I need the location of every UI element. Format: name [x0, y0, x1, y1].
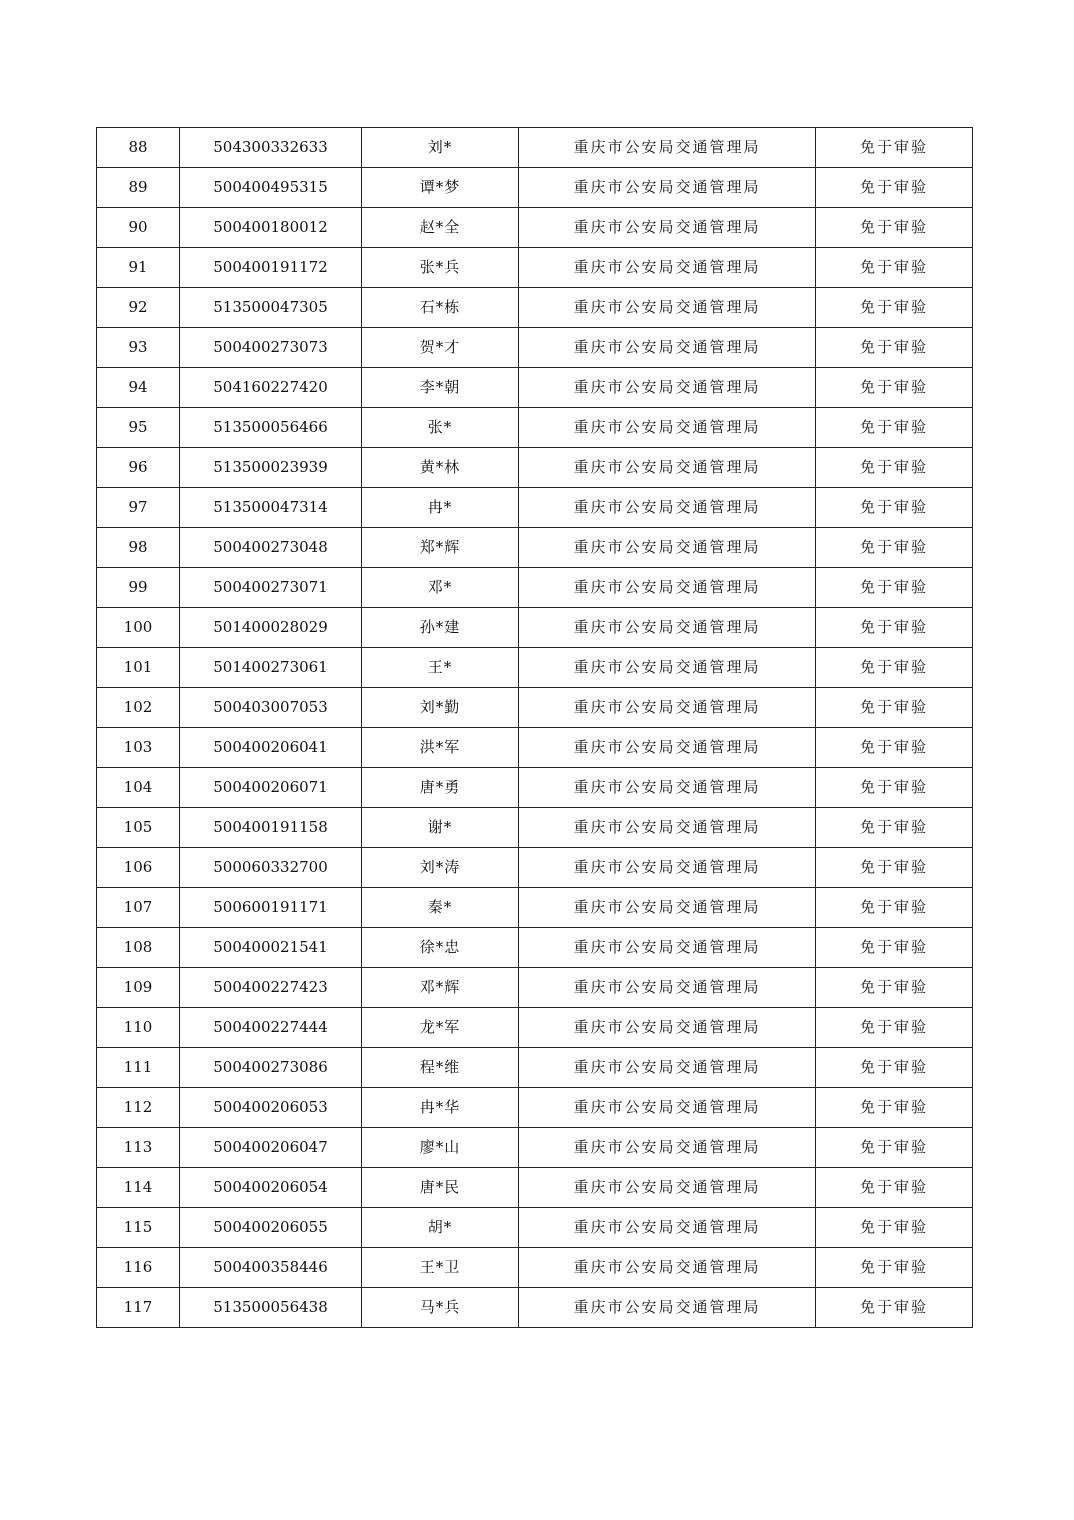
review-result-cell: 免于审验: [816, 1288, 973, 1328]
driver-name-cell: 徐*忠: [362, 928, 519, 968]
review-result-cell: 免于审验: [816, 608, 973, 648]
authority-cell: 重庆市公安局交通管理局: [519, 288, 816, 328]
table-row: [97, 128, 973, 168]
table-row: [97, 768, 973, 808]
license-number-cell: 500400206041: [180, 728, 362, 768]
review-result-cell: 免于审验: [816, 888, 973, 928]
driver-name-cell: 谭*梦: [362, 168, 519, 208]
authority-cell: 重庆市公安局交通管理局: [519, 1128, 816, 1168]
authority-cell: 重庆市公安局交通管理局: [519, 968, 816, 1008]
authority-cell: 重庆市公安局交通管理局: [519, 488, 816, 528]
license-number-cell: 513500023939: [180, 448, 362, 488]
review-result-cell: 免于审验: [816, 688, 973, 728]
driver-name-cell: 马*兵: [362, 1288, 519, 1328]
table-row: [97, 968, 973, 1008]
authority-cell: 重庆市公安局交通管理局: [519, 1208, 816, 1248]
license-number-cell: 500400227423: [180, 968, 362, 1008]
review-result-cell: 免于审验: [816, 648, 973, 688]
license-number-cell: 500400206071: [180, 768, 362, 808]
license-number-cell: 500400206055: [180, 1208, 362, 1248]
driver-name-cell: 冉*: [362, 488, 519, 528]
row-number-cell: 101: [97, 648, 180, 688]
authority-cell: 重庆市公安局交通管理局: [519, 728, 816, 768]
authority-cell: 重庆市公安局交通管理局: [519, 1168, 816, 1208]
license-number-cell: 504160227420: [180, 368, 362, 408]
review-result-cell: 免于审验: [816, 488, 973, 528]
row-number-cell: 93: [97, 328, 180, 368]
license-number-cell: 500400227444: [180, 1008, 362, 1048]
authority-cell: 重庆市公安局交通管理局: [519, 888, 816, 928]
table-row: [97, 688, 973, 728]
table-row: [97, 1088, 973, 1128]
authority-cell: 重庆市公安局交通管理局: [519, 328, 816, 368]
license-number-cell: 513500056438: [180, 1288, 362, 1328]
driver-name-cell: 刘*勤: [362, 688, 519, 728]
authority-cell: 重庆市公安局交通管理局: [519, 1008, 816, 1048]
authority-cell: 重庆市公安局交通管理局: [519, 528, 816, 568]
authority-cell: 重庆市公安局交通管理局: [519, 608, 816, 648]
table-row: [97, 1248, 973, 1288]
review-result-cell: 免于审验: [816, 1088, 973, 1128]
row-number-cell: 94: [97, 368, 180, 408]
review-result-cell: 免于审验: [816, 1048, 973, 1088]
review-result-cell: 免于审验: [816, 568, 973, 608]
driver-name-cell: 程*维: [362, 1048, 519, 1088]
authority-cell: 重庆市公安局交通管理局: [519, 1248, 816, 1288]
review-result-cell: 免于审验: [816, 728, 973, 768]
row-number-cell: 117: [97, 1288, 180, 1328]
table-row: [97, 288, 973, 328]
row-number-cell: 100: [97, 608, 180, 648]
table-row: [97, 528, 973, 568]
license-number-cell: 501400028029: [180, 608, 362, 648]
driver-name-cell: 孙*建: [362, 608, 519, 648]
driver-name-cell: 郑*辉: [362, 528, 519, 568]
row-number-cell: 89: [97, 168, 180, 208]
roster-table: [96, 127, 973, 1328]
authority-cell: 重庆市公安局交通管理局: [519, 208, 816, 248]
license-number-cell: 500403007053: [180, 688, 362, 728]
license-number-cell: 500400206047: [180, 1128, 362, 1168]
review-result-cell: 免于审验: [816, 168, 973, 208]
review-result-cell: 免于审验: [816, 328, 973, 368]
license-number-cell: 504300332633: [180, 128, 362, 168]
table-row: [97, 568, 973, 608]
row-number-cell: 102: [97, 688, 180, 728]
roster-table-body: [97, 128, 973, 1328]
license-number-cell: 500400273073: [180, 328, 362, 368]
driver-name-cell: 唐*民: [362, 1168, 519, 1208]
row-number-cell: 98: [97, 528, 180, 568]
driver-name-cell: 黄*林: [362, 448, 519, 488]
authority-cell: 重庆市公安局交通管理局: [519, 808, 816, 848]
authority-cell: 重庆市公安局交通管理局: [519, 568, 816, 608]
driver-name-cell: 唐*勇: [362, 768, 519, 808]
table-row: [97, 808, 973, 848]
row-number-cell: 111: [97, 1048, 180, 1088]
driver-name-cell: 廖*山: [362, 1128, 519, 1168]
row-number-cell: 114: [97, 1168, 180, 1208]
license-number-cell: 500400021541: [180, 928, 362, 968]
row-number-cell: 88: [97, 128, 180, 168]
driver-name-cell: 龙*军: [362, 1008, 519, 1048]
authority-cell: 重庆市公安局交通管理局: [519, 688, 816, 728]
row-number-cell: 116: [97, 1248, 180, 1288]
table-row: [97, 168, 973, 208]
review-result-cell: 免于审验: [816, 1168, 973, 1208]
driver-name-cell: 谢*: [362, 808, 519, 848]
review-result-cell: 免于审验: [816, 208, 973, 248]
driver-name-cell: 张*兵: [362, 248, 519, 288]
driver-name-cell: 赵*全: [362, 208, 519, 248]
row-number-cell: 105: [97, 808, 180, 848]
review-result-cell: 免于审验: [816, 1128, 973, 1168]
authority-cell: 重庆市公安局交通管理局: [519, 928, 816, 968]
license-number-cell: 500600191171: [180, 888, 362, 928]
driver-name-cell: 邓*: [362, 568, 519, 608]
license-number-cell: 500400191158: [180, 808, 362, 848]
row-number-cell: 115: [97, 1208, 180, 1248]
table-row: [97, 728, 973, 768]
license-number-cell: 513500056466: [180, 408, 362, 448]
table-row: [97, 848, 973, 888]
driver-name-cell: 张*: [362, 408, 519, 448]
table-row: [97, 408, 973, 448]
driver-name-cell: 王*卫: [362, 1248, 519, 1288]
driver-name-cell: 王*: [362, 648, 519, 688]
row-number-cell: 99: [97, 568, 180, 608]
driver-name-cell: 冉*华: [362, 1088, 519, 1128]
review-result-cell: 免于审验: [816, 288, 973, 328]
authority-cell: 重庆市公安局交通管理局: [519, 768, 816, 808]
row-number-cell: 108: [97, 928, 180, 968]
authority-cell: 重庆市公安局交通管理局: [519, 168, 816, 208]
authority-cell: 重庆市公安局交通管理局: [519, 368, 816, 408]
authority-cell: 重庆市公安局交通管理局: [519, 248, 816, 288]
license-number-cell: 500400273048: [180, 528, 362, 568]
authority-cell: 重庆市公安局交通管理局: [519, 408, 816, 448]
driver-name-cell: 刘*涛: [362, 848, 519, 888]
driver-name-cell: 石*栋: [362, 288, 519, 328]
row-number-cell: 97: [97, 488, 180, 528]
review-result-cell: 免于审验: [816, 1208, 973, 1248]
table-row: [97, 1168, 973, 1208]
review-result-cell: 免于审验: [816, 368, 973, 408]
license-number-cell: 500400206053: [180, 1088, 362, 1128]
license-number-cell: 500400191172: [180, 248, 362, 288]
row-number-cell: 103: [97, 728, 180, 768]
license-number-cell: 513500047314: [180, 488, 362, 528]
row-number-cell: 109: [97, 968, 180, 1008]
authority-cell: 重庆市公安局交通管理局: [519, 448, 816, 488]
row-number-cell: 107: [97, 888, 180, 928]
driver-name-cell: 胡*: [362, 1208, 519, 1248]
row-number-cell: 96: [97, 448, 180, 488]
table-row: [97, 1008, 973, 1048]
row-number-cell: 95: [97, 408, 180, 448]
driver-name-cell: 洪*军: [362, 728, 519, 768]
review-result-cell: 免于审验: [816, 128, 973, 168]
license-number-cell: 500400495315: [180, 168, 362, 208]
authority-cell: 重庆市公安局交通管理局: [519, 1288, 816, 1328]
table-row: [97, 928, 973, 968]
license-number-cell: 501400273061: [180, 648, 362, 688]
table-row: [97, 488, 973, 528]
review-result-cell: 免于审验: [816, 1248, 973, 1288]
row-number-cell: 110: [97, 1008, 180, 1048]
row-number-cell: 113: [97, 1128, 180, 1168]
review-result-cell: 免于审验: [816, 1008, 973, 1048]
authority-cell: 重庆市公安局交通管理局: [519, 1088, 816, 1128]
table-row: [97, 648, 973, 688]
authority-cell: 重庆市公安局交通管理局: [519, 648, 816, 688]
review-result-cell: 免于审验: [816, 528, 973, 568]
row-number-cell: 104: [97, 768, 180, 808]
row-number-cell: 106: [97, 848, 180, 888]
driver-name-cell: 贺*才: [362, 328, 519, 368]
license-number-cell: 500400358446: [180, 1248, 362, 1288]
review-result-cell: 免于审验: [816, 928, 973, 968]
license-number-cell: 500400206054: [180, 1168, 362, 1208]
row-number-cell: 92: [97, 288, 180, 328]
review-result-cell: 免于审验: [816, 448, 973, 488]
review-result-cell: 免于审验: [816, 968, 973, 1008]
table-row: [97, 248, 973, 288]
table-row: [97, 208, 973, 248]
license-number-cell: 500400273086: [180, 1048, 362, 1088]
driver-name-cell: 秦*: [362, 888, 519, 928]
row-number-cell: 112: [97, 1088, 180, 1128]
table-row: [97, 888, 973, 928]
authority-cell: 重庆市公安局交通管理局: [519, 1048, 816, 1088]
review-result-cell: 免于审验: [816, 808, 973, 848]
table-row: [97, 368, 973, 408]
row-number-cell: 90: [97, 208, 180, 248]
table-row: [97, 1048, 973, 1088]
review-result-cell: 免于审验: [816, 408, 973, 448]
table-row: [97, 1208, 973, 1248]
review-result-cell: 免于审验: [816, 248, 973, 288]
license-number-cell: 513500047305: [180, 288, 362, 328]
row-number-cell: 91: [97, 248, 180, 288]
driver-name-cell: 刘*: [362, 128, 519, 168]
driver-name-cell: 李*朝: [362, 368, 519, 408]
table-row: [97, 448, 973, 488]
license-number-cell: 500400180012: [180, 208, 362, 248]
license-number-cell: 500060332700: [180, 848, 362, 888]
table-row: [97, 1288, 973, 1328]
table-row: [97, 608, 973, 648]
license-number-cell: 500400273071: [180, 568, 362, 608]
table-row: [97, 328, 973, 368]
review-result-cell: 免于审验: [816, 768, 973, 808]
authority-cell: 重庆市公安局交通管理局: [519, 128, 816, 168]
authority-cell: 重庆市公安局交通管理局: [519, 848, 816, 888]
table-row: [97, 1128, 973, 1168]
driver-name-cell: 邓*辉: [362, 968, 519, 1008]
review-result-cell: 免于审验: [816, 848, 973, 888]
